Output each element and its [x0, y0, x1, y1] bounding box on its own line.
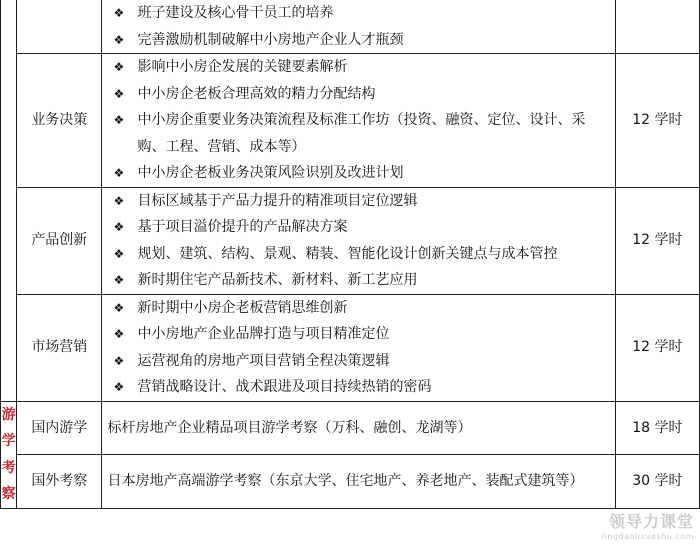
watermark-text: 领导力课堂	[608, 512, 694, 531]
module-content-cell	[102, 0, 615, 54]
list-item	[107, 214, 614, 241]
study-tour-row-domestic	[1, 401, 700, 455]
study-tour-row-overseas	[1, 455, 700, 509]
list-item	[107, 267, 614, 294]
module-hours-cell: 18 学时	[615, 401, 699, 455]
list-item	[107, 188, 614, 215]
category-cell-empty	[1, 0, 17, 401]
module-name-cell: 产品创新	[17, 187, 102, 294]
module-name-cell: 国外考察	[17, 455, 102, 509]
module-hours-cell	[615, 0, 699, 54]
module-content-cell: 日本房地产高端游学考察（东京大学、住宅地产、养老地产、装配式建筑等）	[102, 455, 615, 509]
item-text: 规划、建筑、结构、景观、精装、智能化设计创新关键点与成本管控	[137, 245, 558, 262]
diamond-bullet-icon: ❖	[113, 193, 125, 208]
item-text: 中小房地产企业品牌打造与项目精准定位	[137, 326, 390, 342]
diamond-bullet-icon: ❖	[113, 32, 125, 47]
list-item	[107, 374, 614, 401]
item-text: 中小房企老板合理高效的精力分配结构	[137, 85, 376, 102]
list-item	[107, 295, 614, 322]
category-cell-study-tour	[1, 401, 17, 508]
list-item	[107, 348, 614, 375]
item-text: 影响中小房企发展的关键要素解析	[137, 59, 348, 75]
item-text: 目标区域基于产品力提升的精准项目定位逻辑	[137, 192, 418, 209]
module-content-cell	[102, 187, 615, 294]
list-item	[107, 0, 614, 27]
item-text: 班子建设及核心骨干员工的培养	[137, 5, 334, 21]
watermark-url: lingdaolixueshu.com	[601, 532, 694, 541]
module-hours-cell: 30 学时	[615, 455, 699, 509]
item-text: 中小房企重要业务决策流程及标准工作坊（投资、融资、定位、设计、采购、工程、营销、成本等）	[137, 112, 586, 155]
module-row-marketing	[1, 294, 700, 401]
module-name-cell	[17, 0, 102, 54]
module-name-cell: 国内游学	[17, 401, 102, 455]
diamond-bullet-icon: ❖	[113, 6, 125, 20]
list-item	[107, 54, 614, 81]
list-item	[107, 81, 614, 108]
diamond-bullet-icon: ❖	[113, 380, 125, 394]
diamond-bullet-icon: ❖	[113, 353, 125, 368]
category-label: 游学考察	[1, 406, 16, 502]
item-text: 新时期中小房企老板营销思维创新	[137, 299, 348, 316]
diamond-bullet-icon: ❖	[113, 220, 125, 234]
list-item	[107, 107, 614, 160]
diamond-bullet-icon: ❖	[113, 166, 125, 180]
watermark-logo	[602, 509, 694, 541]
list-item	[107, 321, 614, 348]
diamond-bullet-icon: ❖	[113, 273, 125, 287]
diamond-bullet-icon: ❖	[113, 113, 125, 127]
list-item	[107, 160, 614, 187]
module-row-leadership-continued	[1, 0, 700, 54]
module-row-product-innovation	[1, 187, 700, 294]
module-row-business-decision	[1, 54, 700, 188]
list-item	[107, 27, 614, 54]
diamond-bullet-icon: ❖	[113, 300, 125, 315]
item-text: 营销战略设计、战术跟进及项目持续热销的密码	[137, 379, 432, 395]
module-content-cell	[102, 294, 615, 401]
module-hours-cell: 12 学时	[615, 187, 699, 294]
module-hours-cell: 12 学时	[615, 54, 699, 188]
module-hours-cell: 12 学时	[615, 294, 699, 401]
item-text: 运营视角的房地产项目营销全程决策逻辑	[137, 352, 390, 369]
item-text: 基于项目溢价提升的产品解决方案	[137, 219, 348, 235]
diamond-bullet-icon: ❖	[113, 86, 125, 101]
item-text: 中小房企老板业务决策风险识别及改进计划	[137, 165, 404, 181]
item-text: 新时期住宅产品新技术、新材料、新工艺应用	[137, 272, 418, 288]
diamond-bullet-icon: ❖	[113, 327, 125, 341]
diamond-bullet-icon: ❖	[113, 60, 125, 74]
module-content-cell: 标杆房地产企业精品项目游学考察（万科、融创、龙湖等）	[102, 401, 615, 455]
module-content-cell	[102, 54, 615, 188]
item-text: 完善激励机制破解中小房地产企业人才瓶颈	[137, 31, 404, 48]
module-name-cell: 业务决策	[17, 54, 102, 188]
diamond-bullet-icon: ❖	[113, 246, 125, 261]
module-name-cell: 市场营销	[17, 294, 102, 401]
list-item	[107, 241, 614, 268]
